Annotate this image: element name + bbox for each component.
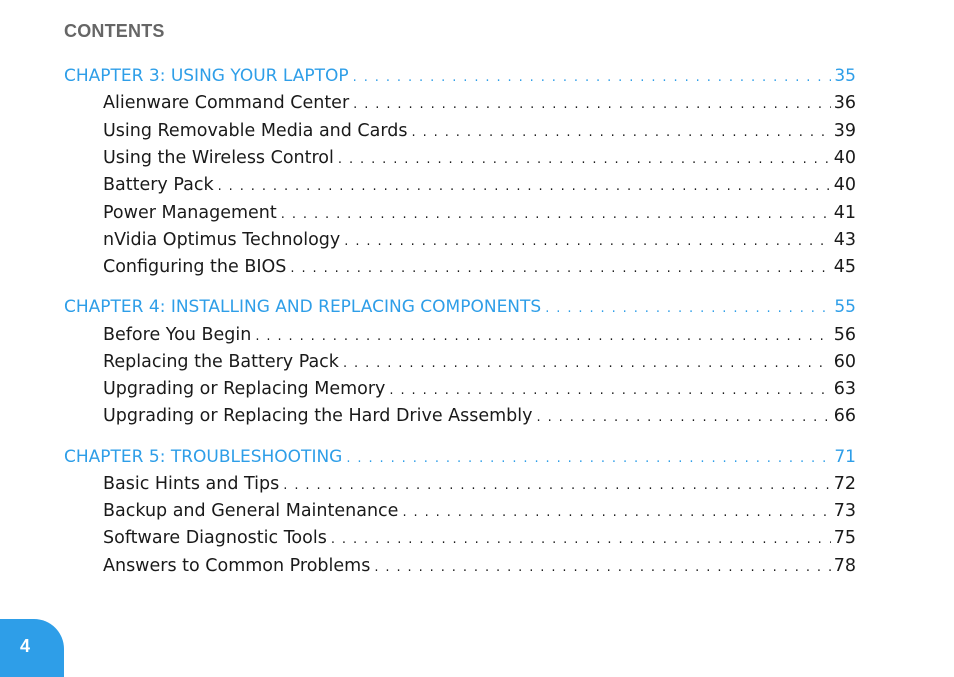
dot-leader bbox=[343, 352, 831, 374]
toc-entry[interactable] bbox=[103, 146, 856, 170]
toc-entry-title: Replacing the Battery Pack bbox=[103, 352, 339, 372]
page-title: CONTENTS bbox=[64, 21, 165, 41]
toc-entry-title: Using the Wireless Control bbox=[103, 148, 334, 168]
toc-page-number: 73 bbox=[833, 501, 856, 521]
toc-page-number: 60 bbox=[833, 352, 856, 372]
toc-chapter-title: CHAPTER 3: USING YOUR LAPTOP bbox=[64, 66, 349, 86]
toc-entry[interactable] bbox=[103, 377, 856, 401]
dot-leader bbox=[283, 474, 830, 496]
toc-page-number: 75 bbox=[833, 528, 856, 548]
toc-page-number: 78 bbox=[833, 556, 856, 576]
toc-entry[interactable] bbox=[103, 526, 856, 550]
toc-entry[interactable] bbox=[103, 201, 856, 225]
toc-chapter-5[interactable] bbox=[64, 445, 856, 469]
dot-leader bbox=[344, 230, 830, 252]
toc-entry-title: Power Management bbox=[103, 203, 277, 223]
toc-entry[interactable] bbox=[103, 404, 856, 428]
dot-leader bbox=[290, 257, 830, 279]
toc-entry[interactable] bbox=[103, 350, 856, 374]
toc-entry-title: Battery Pack bbox=[103, 175, 214, 195]
toc-entry-title: nVidia Optimus Technology bbox=[103, 230, 341, 250]
dot-leader bbox=[389, 379, 830, 401]
toc-entry[interactable] bbox=[103, 228, 856, 252]
dot-leader bbox=[402, 501, 830, 523]
dot-leader bbox=[218, 175, 831, 197]
toc-page-number: 63 bbox=[833, 379, 856, 399]
toc-entry[interactable] bbox=[103, 323, 856, 347]
toc-entry-title: Using Removable Media and Cards bbox=[103, 121, 408, 141]
toc-entry[interactable] bbox=[103, 255, 856, 279]
toc-page-number: 71 bbox=[834, 447, 856, 467]
dot-leader bbox=[353, 93, 831, 115]
toc-entry-title: Alienware Command Center bbox=[103, 93, 350, 113]
toc-entry[interactable] bbox=[103, 91, 856, 115]
toc-entry-title: Before You Begin bbox=[103, 325, 252, 345]
dot-leader bbox=[338, 148, 831, 170]
dot-leader bbox=[537, 406, 831, 428]
toc-chapter-3[interactable] bbox=[64, 64, 856, 88]
toc-entry-title: Answers to Common Problems bbox=[103, 556, 371, 576]
toc-page-number: 45 bbox=[833, 257, 856, 277]
dot-leader bbox=[353, 66, 832, 88]
toc-entry[interactable] bbox=[103, 173, 856, 197]
toc-entry-title: Basic Hints and Tips bbox=[103, 474, 280, 494]
toc-page-number: 55 bbox=[834, 297, 856, 317]
toc-entry[interactable] bbox=[103, 472, 856, 496]
toc-page-number: 39 bbox=[833, 121, 856, 141]
toc-page-number: 35 bbox=[834, 66, 856, 86]
toc-page-number: 72 bbox=[833, 474, 856, 494]
dot-leader bbox=[346, 447, 831, 469]
toc-page-number: 41 bbox=[833, 203, 856, 223]
toc-entry[interactable] bbox=[103, 554, 856, 578]
dot-leader bbox=[255, 325, 830, 347]
toc-page-number: 36 bbox=[833, 93, 856, 113]
dot-leader bbox=[545, 297, 831, 319]
toc-entry-title: Upgrading or Replacing the Hard Drive Assembly bbox=[103, 406, 533, 426]
toc-entry-title: Upgrading or Replacing Memory bbox=[103, 379, 386, 399]
toc-entry[interactable] bbox=[103, 119, 856, 143]
toc-page-number: 66 bbox=[833, 406, 856, 426]
toc-page-number: 40 bbox=[833, 148, 856, 168]
dot-leader bbox=[331, 528, 831, 550]
page-number: 4 bbox=[20, 636, 31, 656]
dot-leader bbox=[374, 556, 830, 578]
toc-entry-title: Configuring the BIOS bbox=[103, 257, 287, 277]
toc-chapter-4[interactable] bbox=[64, 295, 856, 319]
toc-page-number: 56 bbox=[833, 325, 856, 345]
toc-entry-title: Backup and General Maintenance bbox=[103, 501, 399, 521]
toc-entry-title: Software Diagnostic Tools bbox=[103, 528, 327, 548]
toc-page-number: 40 bbox=[833, 175, 856, 195]
toc-page-number: 43 bbox=[833, 230, 856, 250]
toc-chapter-title: CHAPTER 5: TROUBLESHOOTING bbox=[64, 447, 343, 467]
page-number-tab bbox=[0, 619, 64, 677]
toc-chapter-title: CHAPTER 4: INSTALLING AND REPLACING COMPONENTS bbox=[64, 297, 542, 317]
dot-leader bbox=[412, 121, 831, 143]
toc-entry[interactable] bbox=[103, 499, 856, 523]
dot-leader bbox=[281, 203, 831, 225]
